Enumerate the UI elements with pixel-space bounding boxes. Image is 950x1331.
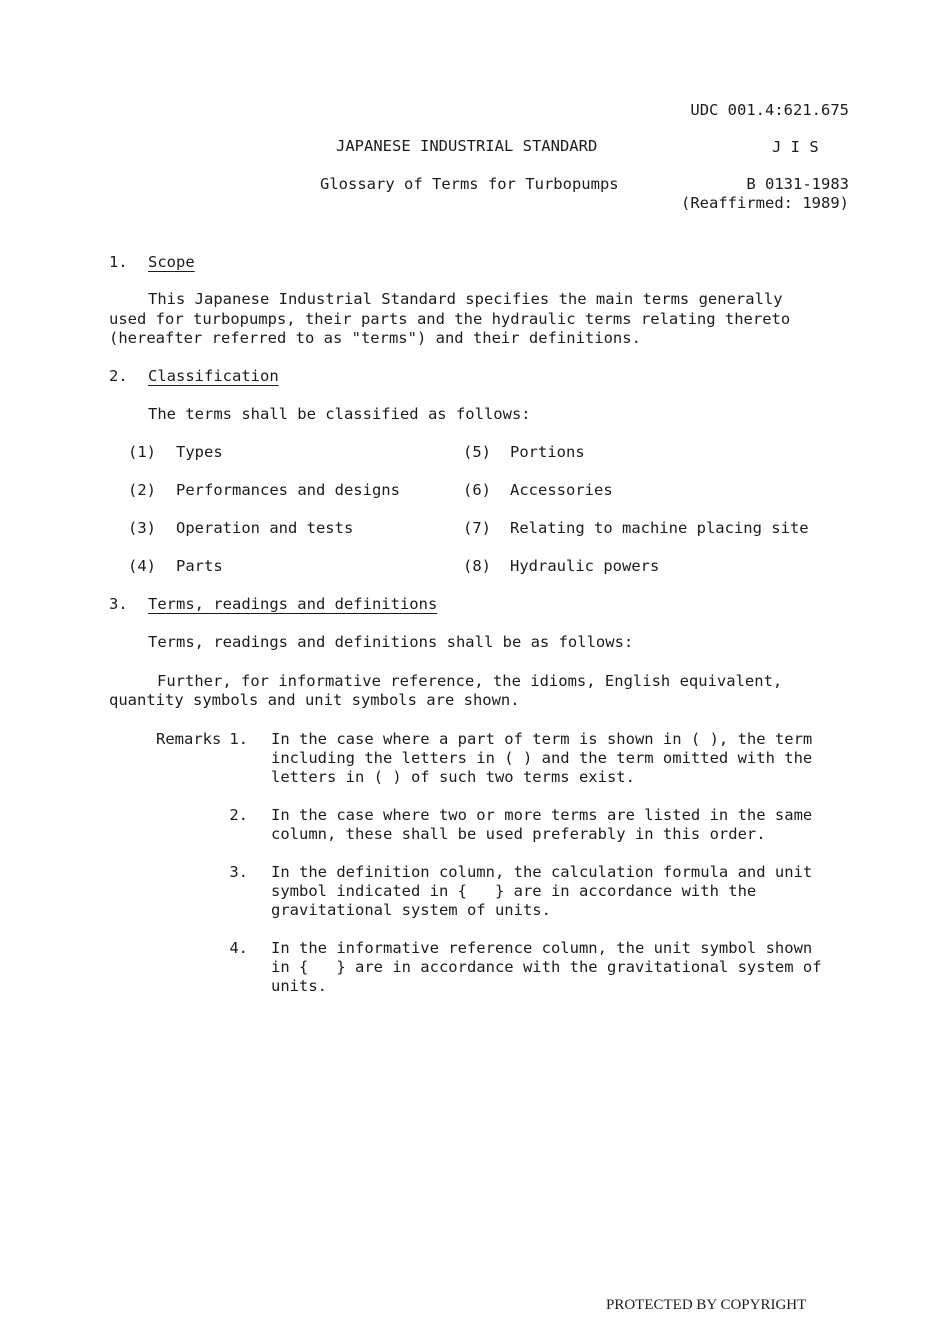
udc-code: UDC 001.4:621.675 [690,101,849,119]
remark-number: 1. [229,730,248,748]
section-1-body-line: used for turbopumps, their parts and the hydraulic terms relating thereto [109,310,791,328]
class-item-number: (3) [128,519,156,537]
remark-number: 3. [229,863,248,881]
class-item-label: Accessories [510,481,613,499]
remark-line: In the case where a part of term is shown in ( ), the term [271,730,813,748]
class-item-number: (7) [463,519,491,537]
remark-line: In the definition column, the calculation formula and unit [271,863,813,881]
section-2-heading: Classification [148,367,279,385]
remark-line: gravitational system of units. [271,901,551,919]
class-item-label: Portions [510,443,585,461]
remark-line: column, these shall be used preferably in this order. [271,825,766,843]
section-3-further-line: quantity symbols and unit symbols are shown. [109,691,520,709]
standard-number: B 0131-1983 [746,175,849,193]
section-1-heading: Scope [148,253,195,271]
section-2-number: 2. [109,367,128,385]
section-1-body-line: (hereafter referred to as "terms") and their definitions. [109,329,641,347]
document-title: Glossary of Terms for Turbopumps [320,175,619,193]
standard-name: JAPANESE INDUSTRIAL STANDARD [336,137,598,155]
remark-line: symbol indicated in { } are in accordance with the [271,882,757,900]
section-3-number: 3. [109,595,128,613]
section-1-body-line: This Japanese Industrial Standard specifies the main terms generally [148,290,783,308]
copyright-notice: PROTECTED BY COPYRIGHT [606,1297,807,1313]
section-3-heading: Terms, readings and definitions [148,595,438,613]
class-item-label: Operation and tests [176,519,354,537]
remark-number: 4. [229,939,248,957]
jis-mark: J I S [772,138,819,156]
remark-line: letters in ( ) of such two terms exist. [271,768,635,786]
class-item-label: Types [176,443,223,461]
remark-line: in { } are in accordance with the gravitational system of [271,958,822,976]
class-item-label: Relating to machine placing site [510,519,809,537]
reaffirmed-date: (Reaffirmed: 1989) [681,194,849,212]
remark-line: units. [271,977,327,995]
class-item-number: (5) [463,443,491,461]
section-3-intro: Terms, readings and definitions shall be as follows: [148,633,634,651]
class-item-label: Performances and designs [176,481,400,499]
remarks-label: Remarks [156,730,222,748]
class-item-number: (6) [463,481,491,499]
class-item-label: Hydraulic powers [510,557,660,575]
remark-number: 2. [229,806,248,824]
class-item-number: (4) [128,557,156,575]
class-item-label: Parts [176,557,223,575]
class-item-number: (1) [128,443,156,461]
section-3-further-line: Further, for informative reference, the idioms, English equivalent, [157,672,783,690]
class-item-number: (2) [128,481,156,499]
remark-line: including the letters in ( ) and the term omitted with the [271,749,813,767]
remark-line: In the informative reference column, the unit symbol shown [271,939,813,957]
section-2-intro: The terms shall be classified as follows: [148,405,531,423]
remark-line: In the case where two or more terms are listed in the same [271,806,813,824]
section-1-number: 1. [109,253,128,271]
class-item-number: (8) [463,557,491,575]
